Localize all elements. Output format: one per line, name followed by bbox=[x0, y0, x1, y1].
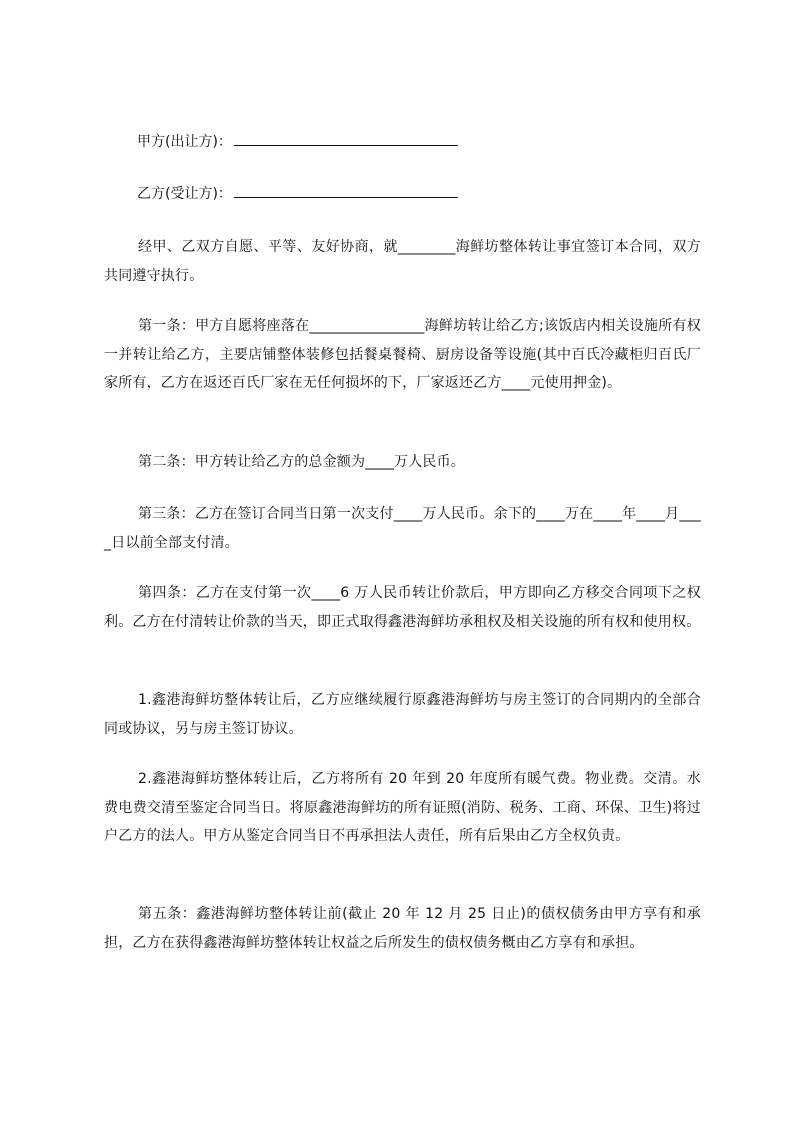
party-a-line bbox=[137, 131, 458, 152]
article-4: 第四条：乙方在支付第一次____6 万人民币转让价款后，甲方即向乙方移交合同项下之权利。乙方在付清转让价款的当天，即正式取得鑫港海鲜坊承租权及相关设施的所有权和使用权。 bbox=[104, 585, 701, 630]
item-2: 2.鑫港海鲜坊整体转让后，乙方将所有 20 年到 20 年度所有暖气费。物业费。交清。水费电费交清至鉴定合同当日。将原鑫港海鲜坊的所有证照(消防、税务、工商、环保、卫生)将过户乙方的法人。甲方从鉴定合同当日不再承担法人责任，所有后果由乙方全权负责。 bbox=[104, 771, 701, 844]
article-5: 第五条：鑫港海鲜坊整体转让前(截止 20 年 12 月 25 日止)的债权债务由甲方享有和承担，乙方在获得鑫港海鲜坊整体转让权益之后所发生的债权债务概由乙方享有和承担。 bbox=[104, 906, 701, 951]
party-a-label: 甲方(出让方)： bbox=[137, 134, 232, 150]
article-3: 第三条：乙方在签订合同当日第一次支付____万人民币。余下的____万在____年____月____日以前全部支付清。 bbox=[104, 506, 701, 551]
item-1: 1.鑫港海鲜坊整体转让后，乙方应继续履行原鑫港海鲜坊与房主签订的合同期内的全部合同或协议，另与房主签订协议。 bbox=[104, 692, 701, 737]
party-b-blank bbox=[234, 183, 458, 198]
party-b-label: 乙方(受让方)： bbox=[137, 186, 232, 202]
intro-paragraph: 经甲、乙双方自愿、平等、友好协商，就________海鲜坊整体转让事宜签订本合同，双方共同遵守执行。 bbox=[104, 239, 701, 284]
article-2: 第二条：甲方转让给乙方的总金额为____万人民币。 bbox=[138, 454, 465, 470]
party-a-blank bbox=[234, 131, 458, 146]
article-1: 第一条：甲方自愿将座落在________________海鲜坊转让给乙方;该饭店内相关设施所有权一并转让给乙方，主要店铺整体装修包括餐桌餐椅、厨房设备等设施(其中百氏冷藏柜归百氏厂家所有，乙方在返还百氏厂家在无任何损坏的下，厂家返还乙方____元使用押金)。 bbox=[104, 318, 701, 391]
party-b-line bbox=[137, 183, 458, 204]
